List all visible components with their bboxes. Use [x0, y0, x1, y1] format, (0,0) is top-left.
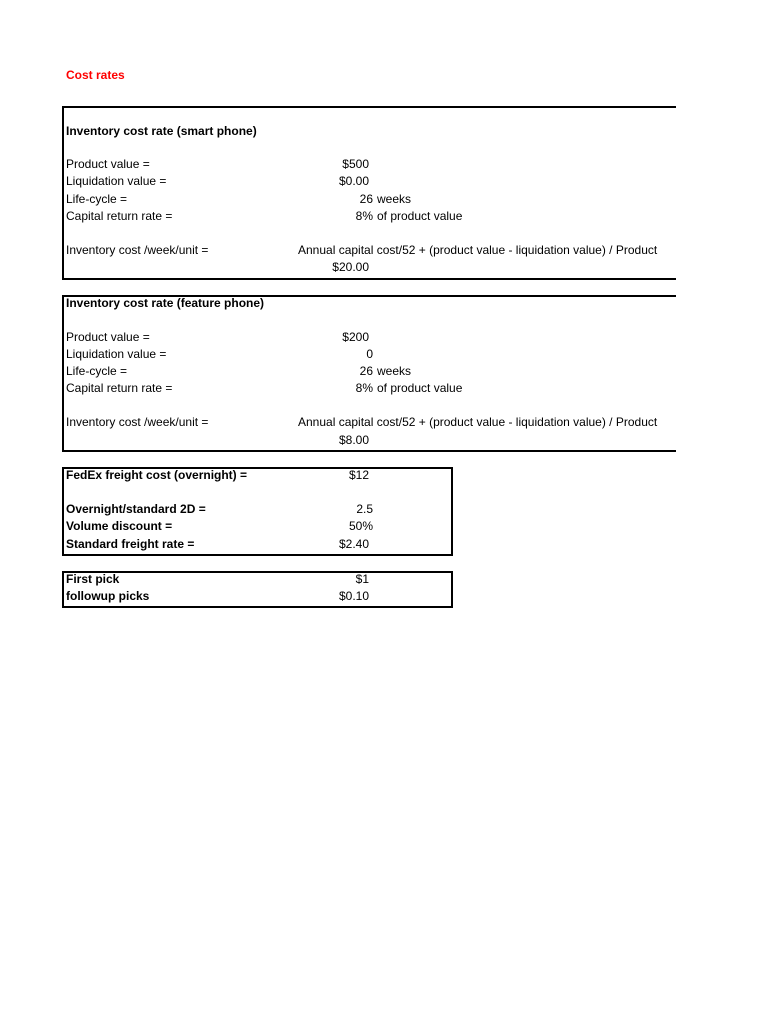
standard-freight-label: Standard freight rate =	[66, 537, 195, 551]
first-pick-value: $1	[355, 572, 369, 586]
feature-capital-return-label: Capital return rate =	[66, 381, 173, 395]
followup-picks-value: $0.10	[338, 589, 369, 603]
overnight-standard-value: 2.5	[356, 502, 373, 516]
feature-liquidation-value-label: Liquidation value =	[66, 347, 167, 361]
standard-freight-value: $2.40	[338, 537, 369, 551]
followup-picks-label: followup picks	[66, 589, 150, 603]
feature-life-cycle-label: Life-cycle =	[66, 364, 128, 378]
feature-life-cycle: 26	[359, 364, 373, 378]
overnight-standard-label: Overnight/standard 2D =	[66, 502, 206, 516]
feature-inventory-cost: $8.00	[338, 433, 369, 447]
feature-product-value-label: Product value =	[66, 330, 150, 344]
feature-inventory-cost-label: Inventory cost /week/unit =	[66, 415, 209, 429]
volume-discount-value: 50%	[348, 519, 373, 533]
volume-discount-label: Volume discount =	[66, 519, 173, 533]
smart-capital-return: 8%	[355, 209, 373, 223]
fedex-value: $12	[348, 468, 369, 482]
fedex-label: FedEx freight cost (overnight) =	[66, 468, 248, 482]
smart-liquidation-value: $0.00	[338, 174, 369, 188]
first-pick-label: First pick	[66, 572, 120, 586]
smart-inventory-cost: $20.00	[332, 260, 369, 274]
smart-liquidation-value-label: Liquidation value =	[66, 174, 167, 188]
smart-phone-heading: Inventory cost rate (smart phone)	[66, 124, 257, 138]
smart-inventory-cost-label: Inventory cost /week/unit =	[66, 243, 209, 257]
smart-product-value-label: Product value =	[66, 157, 150, 171]
feature-liquidation-value: 0	[366, 347, 373, 361]
feature-life-cycle-unit: weeks	[377, 364, 412, 378]
feature-phone-heading: Inventory cost rate (feature phone)	[66, 296, 265, 310]
sheet-title: Cost rates	[66, 68, 125, 82]
feature-capital-return-unit: of product value	[377, 381, 463, 395]
smart-life-cycle-label: Life-cycle =	[66, 192, 128, 206]
smart-capital-return-label: Capital return rate =	[66, 209, 173, 223]
smart-life-cycle-unit: weeks	[377, 192, 412, 206]
feature-product-value: $200	[342, 330, 369, 344]
smart-inventory-cost-formula: Annual capital cost/52 + (product value - liquidation value) / Product	[298, 243, 658, 257]
smart-life-cycle: 26	[359, 192, 373, 206]
smart-capital-return-unit: of product value	[377, 209, 463, 223]
feature-inventory-cost-formula: Annual capital cost/52 + (product value - liquidation value) / Product	[298, 415, 658, 429]
feature-capital-return: 8%	[355, 381, 373, 395]
smart-product-value: $500	[342, 157, 369, 171]
